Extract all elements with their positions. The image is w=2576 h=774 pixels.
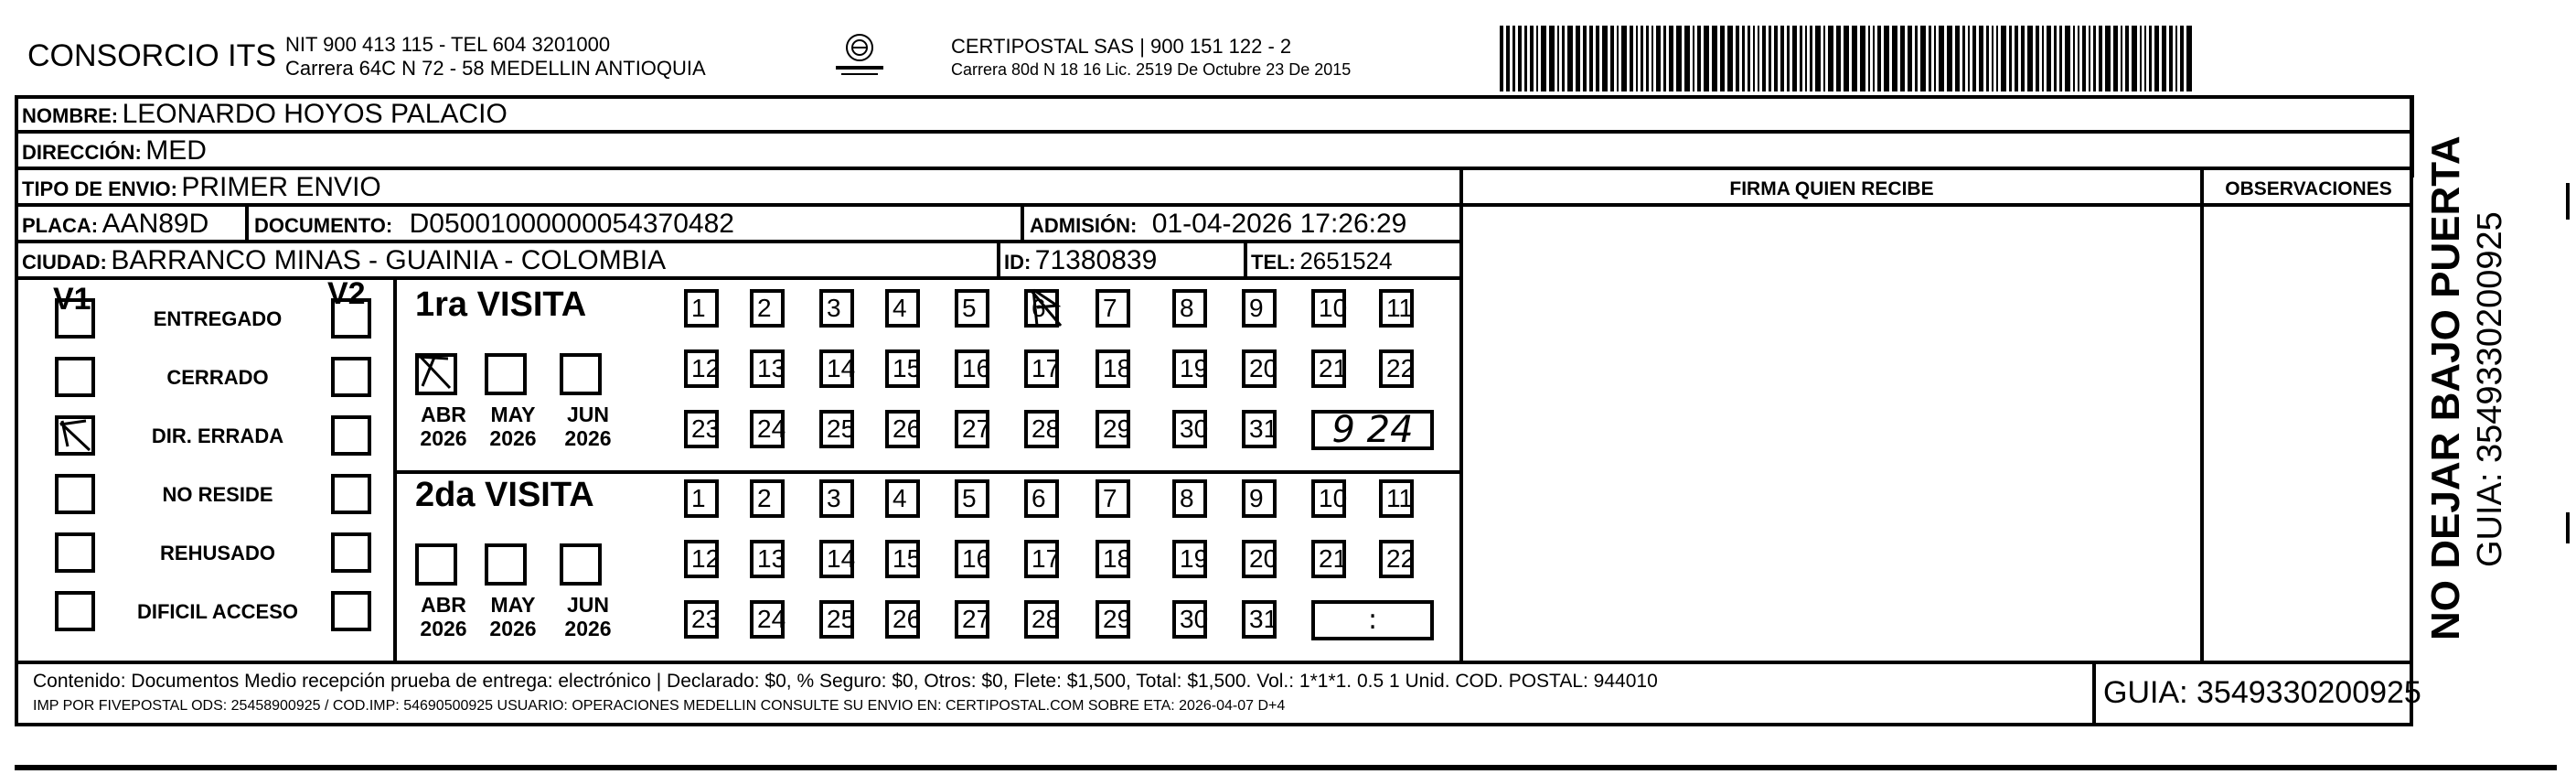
placa-label: PLACA: bbox=[22, 214, 99, 237]
sender-nit: NIT 900 413 115 - TEL 604 3201000 bbox=[285, 33, 611, 56]
day-box[interactable]: 23 bbox=[684, 600, 719, 639]
v1-checkbox[interactable] bbox=[55, 298, 95, 339]
day-box[interactable]: 1 bbox=[684, 289, 719, 328]
tipo-envio-value: PRIMER ENVIO bbox=[181, 172, 381, 202]
scan-mark bbox=[2566, 183, 2570, 220]
no-dejar-bajo-puerta: NO DEJAR BAJO PUERTA bbox=[2423, 135, 2468, 640]
footer-guia: GUIA: 3549330200925 bbox=[2103, 675, 2421, 710]
month-checkbox[interactable] bbox=[560, 353, 602, 395]
carrier-name: CERTIPOSTAL SAS | 900 151 122 - 2 bbox=[951, 35, 1292, 58]
month-label: ABR 2026 bbox=[420, 593, 467, 640]
v1-checkbox[interactable] bbox=[55, 474, 95, 514]
firma-header: FIRMA QUIEN RECIBE bbox=[1729, 178, 1934, 199]
day-box[interactable]: 9 bbox=[1242, 289, 1277, 328]
day-box[interactable]: 11 bbox=[1379, 479, 1414, 518]
status-label: NO RESIDE bbox=[162, 483, 273, 506]
day-box[interactable]: 27 bbox=[955, 410, 989, 448]
day-box[interactable]: 5 bbox=[955, 479, 989, 518]
ciudad-label: CIUDAD: bbox=[22, 251, 107, 274]
day-box[interactable]: 8 bbox=[1172, 289, 1207, 328]
v1-checkbox[interactable] bbox=[55, 357, 95, 397]
day-box[interactable]: 30 bbox=[1172, 410, 1207, 448]
day-box[interactable]: 20 bbox=[1242, 540, 1277, 578]
day-box[interactable]: 3 bbox=[819, 479, 854, 518]
day-box[interactable]: 13 bbox=[750, 540, 785, 578]
day-box[interactable]: 12 bbox=[684, 540, 719, 578]
day-mark-icon bbox=[1024, 285, 1066, 339]
tel-value: 2651524 bbox=[1299, 247, 1393, 274]
visit-title: 1ra VISITA bbox=[415, 285, 587, 324]
sender-address: Carrera 64C N 72 - 58 MEDELLIN ANTIOQUIA bbox=[285, 57, 706, 80]
day-box[interactable]: 2 bbox=[750, 289, 785, 328]
ciudad-value: BARRANCO MINAS - GUAINIA - COLOMBIA bbox=[111, 245, 667, 275]
day-box[interactable]: 23 bbox=[684, 410, 719, 448]
visit-title: 2da VISITA bbox=[415, 476, 594, 514]
direccion-label: DIRECCIÓN: bbox=[22, 141, 142, 164]
month-label: ABR 2026 bbox=[420, 403, 467, 450]
month-checkbox[interactable] bbox=[485, 543, 527, 586]
id-label: ID: bbox=[1004, 251, 1031, 274]
day-box[interactable]: 16 bbox=[955, 349, 989, 388]
v2-checkbox[interactable] bbox=[331, 298, 371, 339]
day-box[interactable]: 31 bbox=[1242, 600, 1277, 639]
day-box[interactable]: 2 bbox=[750, 479, 785, 518]
sender-name: CONSORCIO ITS bbox=[27, 38, 277, 73]
day-box[interactable]: 26 bbox=[885, 410, 920, 448]
documento-label: DOCUMENTO: bbox=[254, 214, 393, 237]
day-box[interactable]: 6 bbox=[1024, 479, 1059, 518]
day-box[interactable]: 26 bbox=[885, 600, 920, 639]
day-box[interactable]: 9 bbox=[1242, 479, 1277, 518]
day-box[interactable]: 4 bbox=[885, 289, 920, 328]
admision-value: 01-04-2026 17:26:29 bbox=[1151, 209, 1407, 239]
day-box[interactable]: 25 bbox=[819, 600, 854, 639]
day-box[interactable]: 13 bbox=[750, 349, 785, 388]
day-box[interactable]: 28 bbox=[1024, 410, 1059, 448]
v2-checkbox[interactable] bbox=[331, 591, 371, 631]
day-box[interactable]: 21 bbox=[1311, 349, 1346, 388]
day-box[interactable]: 31 bbox=[1242, 410, 1277, 448]
day-box[interactable]: 14 bbox=[819, 540, 854, 578]
day-box[interactable]: 7 bbox=[1096, 289, 1130, 328]
month-checkbox[interactable] bbox=[485, 353, 527, 395]
status-label: REHUSADO bbox=[160, 542, 275, 564]
day-box[interactable]: 1 bbox=[684, 479, 719, 518]
certipostal-logo-icon bbox=[832, 31, 887, 79]
footer-imp: IMP POR FIVEPOSTAL ODS: 25458900925 / COD.IMP: 54690500925 USUARIO: OPERACIONES MEDELLIN CONSULTE SU ENVIO EN: CERTIPOSTAL.COM SOBRE ETA: 2026-04-07 D+4 bbox=[33, 698, 1286, 714]
day-box[interactable]: 29 bbox=[1096, 410, 1130, 448]
observaciones-header: OBSERVACIONES bbox=[2225, 178, 2392, 199]
day-box[interactable]: 8 bbox=[1172, 479, 1207, 518]
nombre-value: LEONARDO HOYOS PALACIO bbox=[122, 99, 508, 129]
status-label: CERRADO bbox=[166, 366, 269, 389]
month-label: MAY 2026 bbox=[489, 593, 537, 640]
v1-label: V1 bbox=[53, 282, 91, 317]
bottom-border bbox=[15, 765, 2557, 770]
day-box[interactable]: 25 bbox=[819, 410, 854, 448]
v2-checkbox[interactable] bbox=[331, 532, 371, 573]
day-box[interactable]: 19 bbox=[1172, 349, 1207, 388]
day-box[interactable]: 12 bbox=[684, 349, 719, 388]
day-box[interactable]: 3 bbox=[819, 289, 854, 328]
day-box[interactable]: 22 bbox=[1379, 349, 1414, 388]
day-box[interactable]: 24 bbox=[750, 600, 785, 639]
day-box[interactable]: 17 bbox=[1024, 540, 1059, 578]
carrier-address: Carrera 80d N 18 16 Lic. 2519 De Octubre 23 De 2015 bbox=[951, 60, 1352, 79]
visit-time-field[interactable]: : bbox=[1311, 600, 1434, 640]
v1-checkbox[interactable] bbox=[55, 532, 95, 573]
v2-checkbox[interactable] bbox=[331, 474, 371, 514]
day-box[interactable]: 22 bbox=[1379, 540, 1414, 578]
day-box[interactable]: 17 bbox=[1024, 349, 1059, 388]
day-box[interactable]: 30 bbox=[1172, 600, 1207, 639]
day-box[interactable]: 18 bbox=[1096, 349, 1130, 388]
nombre-label: NOMBRE: bbox=[22, 104, 119, 127]
day-box[interactable]: 29 bbox=[1096, 600, 1130, 639]
day-box[interactable]: 6 bbox=[1024, 289, 1059, 328]
status-label: DIFICIL ACCESO bbox=[136, 600, 298, 623]
month-checkbox[interactable] bbox=[560, 543, 602, 586]
admision-label: ADMISIÓN: bbox=[1030, 214, 1138, 237]
day-box[interactable]: 5 bbox=[955, 289, 989, 328]
day-box[interactable]: 11 bbox=[1379, 289, 1414, 328]
day-box[interactable]: 16 bbox=[955, 540, 989, 578]
status-label: ENTREGADO bbox=[153, 307, 283, 330]
v2-label: V2 bbox=[327, 276, 366, 311]
day-box[interactable]: 28 bbox=[1024, 600, 1059, 639]
month-label: JUN 2026 bbox=[564, 403, 612, 450]
footer-contenido: Contenido: Documentos Medio recepción prueba de entrega: electrónico | Declarado: $0, % Seguro: $0, Otros: $0, Flete: $1,500, Total: $1,500. Vol.: 1*1*1. 0.5 1 Unid. COD. POSTAL: 944010 bbox=[33, 671, 1658, 692]
v2-checkbox[interactable] bbox=[331, 357, 371, 397]
month-label: MAY 2026 bbox=[489, 403, 537, 450]
side-guia: GUIA: 3549330200925 bbox=[2471, 211, 2509, 567]
month-label: JUN 2026 bbox=[564, 593, 612, 640]
id-value: 71380839 bbox=[1034, 245, 1158, 275]
barcode bbox=[1500, 26, 2195, 91]
month-checkbox[interactable] bbox=[415, 543, 457, 586]
day-box[interactable]: 15 bbox=[885, 540, 920, 578]
v1-checkbox[interactable] bbox=[55, 591, 95, 631]
day-box[interactable]: 20 bbox=[1242, 349, 1277, 388]
day-box[interactable]: 14 bbox=[819, 349, 854, 388]
scan-mark bbox=[2566, 512, 2570, 543]
direccion-value: MED bbox=[145, 135, 207, 166]
day-box[interactable]: 27 bbox=[955, 600, 989, 639]
visit-time-field[interactable]: 9 24 bbox=[1311, 410, 1434, 450]
day-box[interactable]: 21 bbox=[1311, 540, 1346, 578]
placa-value: AAN89D bbox=[102, 209, 209, 239]
tipo-envio-label: TIPO DE ENVIO: bbox=[22, 177, 177, 200]
day-box[interactable]: 15 bbox=[885, 349, 920, 388]
day-box[interactable]: 10 bbox=[1311, 479, 1346, 518]
day-box[interactable]: 7 bbox=[1096, 479, 1130, 518]
day-box[interactable]: 18 bbox=[1096, 540, 1130, 578]
day-box[interactable]: 19 bbox=[1172, 540, 1207, 578]
month-checkbox[interactable] bbox=[415, 353, 457, 395]
v1-checkbox[interactable] bbox=[55, 415, 95, 456]
documento-value: D05001000000054370482 bbox=[409, 209, 734, 239]
day-box[interactable]: 10 bbox=[1311, 289, 1346, 328]
day-box[interactable]: 4 bbox=[885, 479, 920, 518]
day-box[interactable]: 24 bbox=[750, 410, 785, 448]
status-label: DIR. ERRADA bbox=[151, 425, 284, 447]
tel-label: TEL: bbox=[1251, 251, 1296, 274]
v2-checkbox[interactable] bbox=[331, 415, 371, 456]
